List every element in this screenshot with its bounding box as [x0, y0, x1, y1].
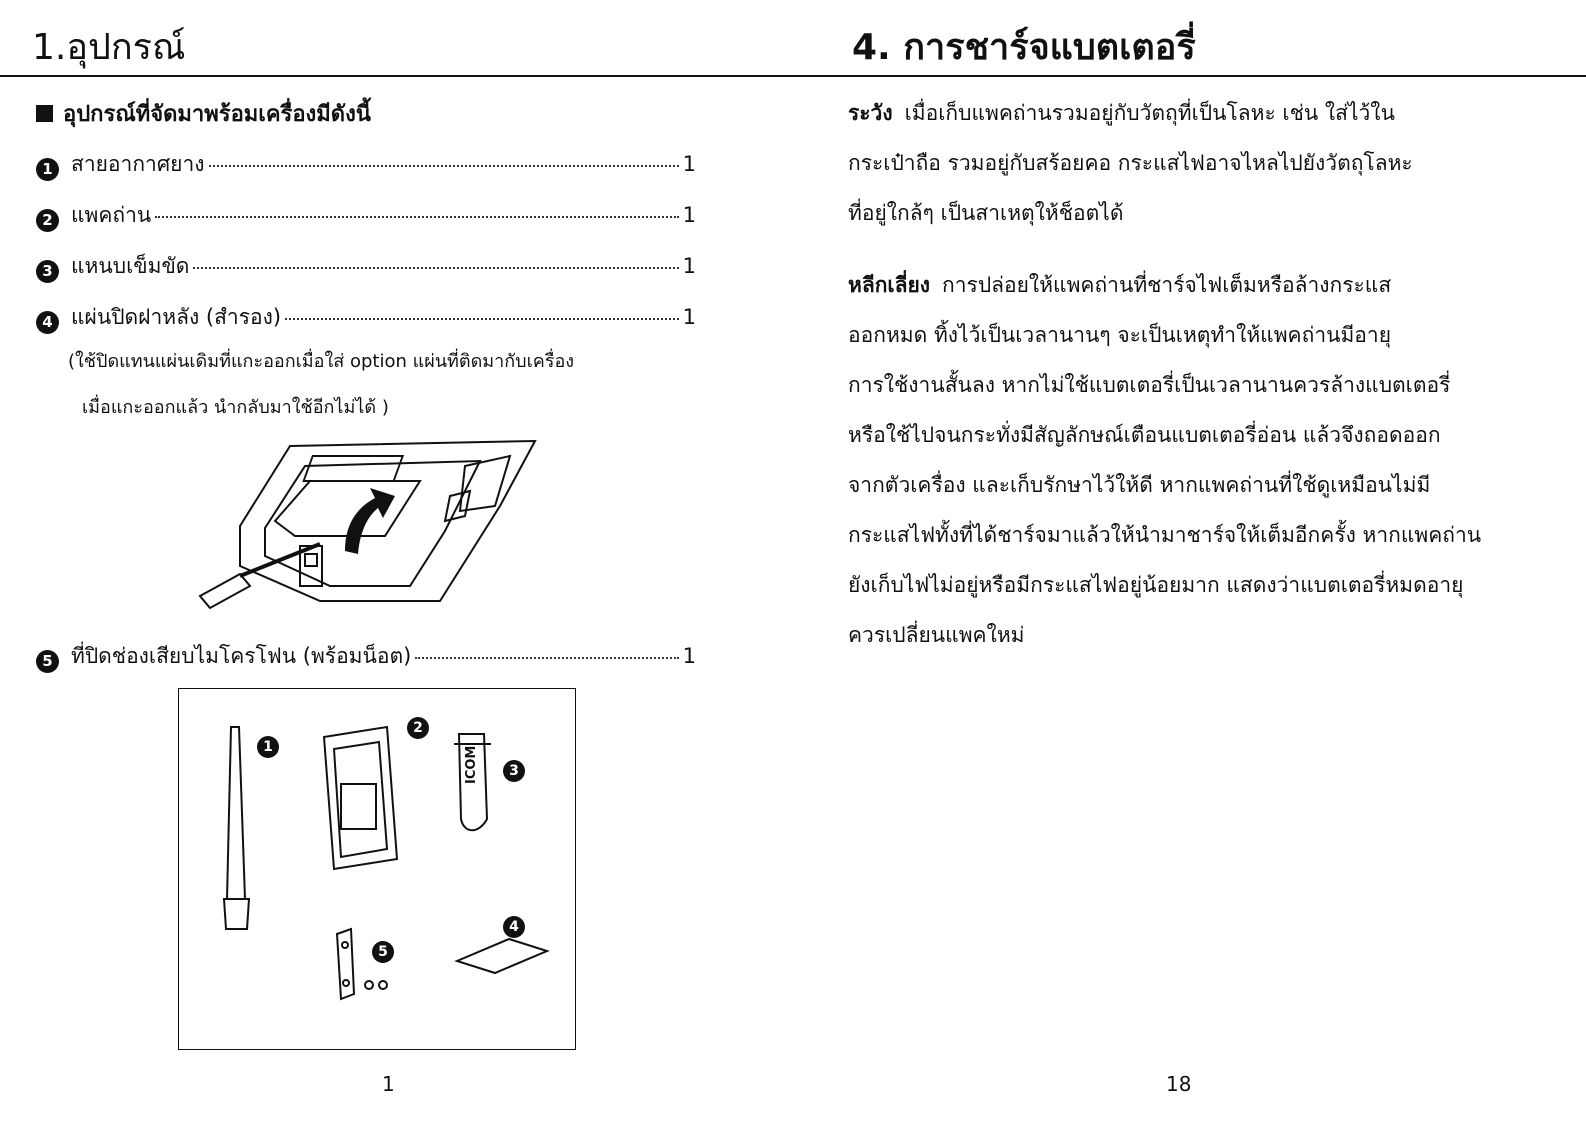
number-badge-icon: 2: [36, 209, 59, 232]
caution-label: ระวัง: [848, 101, 893, 125]
caution-text: เมื่อเก็บแพคถ่านรวมอยู่กับวัตถุที่เป็นโลหะ เช่น ใส่ไว้ใน: [904, 101, 1395, 125]
leader-dots: [193, 267, 678, 269]
accessories-drawing: [179, 689, 575, 1049]
number-badge-icon: 4: [36, 311, 59, 334]
accessories-figure: [178, 688, 576, 1050]
clip-brand-logo: ICOM: [464, 745, 479, 784]
caution-paragraph: [848, 88, 1518, 238]
note-line: เมื่อแกะออกแล้ว นำกลับมาใช้อีกไม่ได้ ): [82, 397, 389, 418]
avoid-line: จากตัวเครื่อง และเก็บรักษาไว้ให้ดี หากแพคถ่านที่ใช้ดูเหมือนไม่มี: [848, 473, 1431, 497]
item-label: แหนบเข็มขัด: [71, 254, 190, 278]
radio-back-cover-illustration: [180, 436, 540, 616]
list-item: [36, 199, 696, 232]
avoid-line: ออกหมด ทิ้งไว้เป็นเวลานานๆ จะเป็นเหตุทำให้แพคถ่านมีอายุ: [848, 323, 1392, 347]
section-heading-text: อุปกรณ์ที่จัดมาพร้อมเครื่องมีดังนี้: [63, 102, 371, 127]
caution-line: กระเป๋าถือ รวมอยู่กับสร้อยคอ กระแสไฟอาจไหลไปยังวัตถุโลหะ: [848, 151, 1413, 175]
figure-label-mic-cover: 5: [372, 941, 394, 963]
avoid-line: หรือใช้ไปจนกระทั่งมีสัญลักษณ์เตือนแบตเตอรี่อ่อน แล้วจึงถอดออก: [848, 423, 1441, 447]
figure-label-battery: 2: [407, 717, 429, 739]
number-badge-icon: 3: [36, 260, 59, 283]
avoid-paragraph: [848, 260, 1518, 660]
page-number-right: 18: [1166, 1072, 1192, 1096]
mic-cover-icon: [337, 929, 354, 999]
figure-label-clip: 3: [503, 760, 525, 782]
list-item: [36, 250, 696, 283]
caution-line: ที่อยู่ใกล้ๆ เป็นสาเหตุให้ช็อตได้: [848, 201, 1124, 225]
list-item: [36, 640, 696, 673]
avoid-line: ยังเก็บไฟไม่อยู่หรือมีกระแสไฟอยู่น้อยมาก แสดงว่าแบตเตอรี่หมดอายุ: [848, 573, 1464, 597]
figure-label-rear-panel: 4: [503, 916, 525, 938]
square-bullet-icon: [36, 105, 53, 122]
item-label: แพคถ่าน: [71, 203, 152, 227]
item-quantity: 1: [682, 152, 696, 176]
rear-panel-icon: [457, 939, 547, 973]
leader-dots: [155, 216, 678, 218]
antenna-icon: [227, 727, 245, 899]
item-quantity: 1: [682, 254, 696, 278]
leader-dots: [415, 657, 678, 659]
screw-icon: [379, 981, 387, 989]
screw-icon: [365, 981, 373, 989]
item-quantity: 1: [682, 644, 696, 668]
avoid-line: [848, 260, 1518, 310]
header-rule: [0, 75, 1586, 77]
item-label: ที่ปิดช่องเสียบไมโครโฟน (พร้อมน็อต): [71, 644, 412, 668]
item-quantity: 1: [682, 305, 696, 329]
avoid-text: การปล่อยให้แพคถ่านที่ชาร์จไฟเต็มหรือล้างกระแส: [942, 273, 1392, 297]
page-number-left: 1: [382, 1072, 395, 1096]
avoid-line: กระแสไฟทั้งที่ได้ชาร์จมาแล้วให้นำมาชาร์จให้เต็มอีกครั้ง หากแพคถ่าน: [848, 523, 1482, 547]
section-heading: [36, 96, 371, 131]
item-label: แผ่นปิดฝาหลัง (สำรอง): [71, 305, 282, 329]
number-badge-icon: 1: [36, 158, 59, 181]
avoid-line: ควรเปลี่ยนแพคใหม่: [848, 623, 1025, 647]
number-badge-icon: 5: [36, 650, 59, 673]
list-item: [36, 148, 696, 181]
item-label: สายอากาศยาง: [71, 152, 205, 176]
page-title-battery-charging: 4. การชาร์จแบตเตอรี่: [852, 27, 1196, 68]
figure-label-antenna: 1: [257, 736, 279, 758]
avoid-label: หลีกเลี่ยง: [848, 273, 931, 297]
item-quantity: 1: [682, 203, 696, 227]
leader-dots: [209, 165, 679, 167]
note-line: (ใช้ปิดแทนแผ่นเดิมที่แกะออกเมื่อใส่ option แผ่นที่ติดมากับเครื่อง: [68, 351, 575, 372]
page-title-equipment: 1.อุปกรณ์: [32, 27, 186, 68]
list-item: [36, 301, 696, 334]
caution-line: [848, 88, 1518, 138]
leader-dots: [285, 318, 679, 320]
avoid-line: การใช้งานสั้นลง หากไม่ใช้แบตเตอรี่เป็นเวลานานควรล้างแบตเตอรี่: [848, 373, 1451, 397]
